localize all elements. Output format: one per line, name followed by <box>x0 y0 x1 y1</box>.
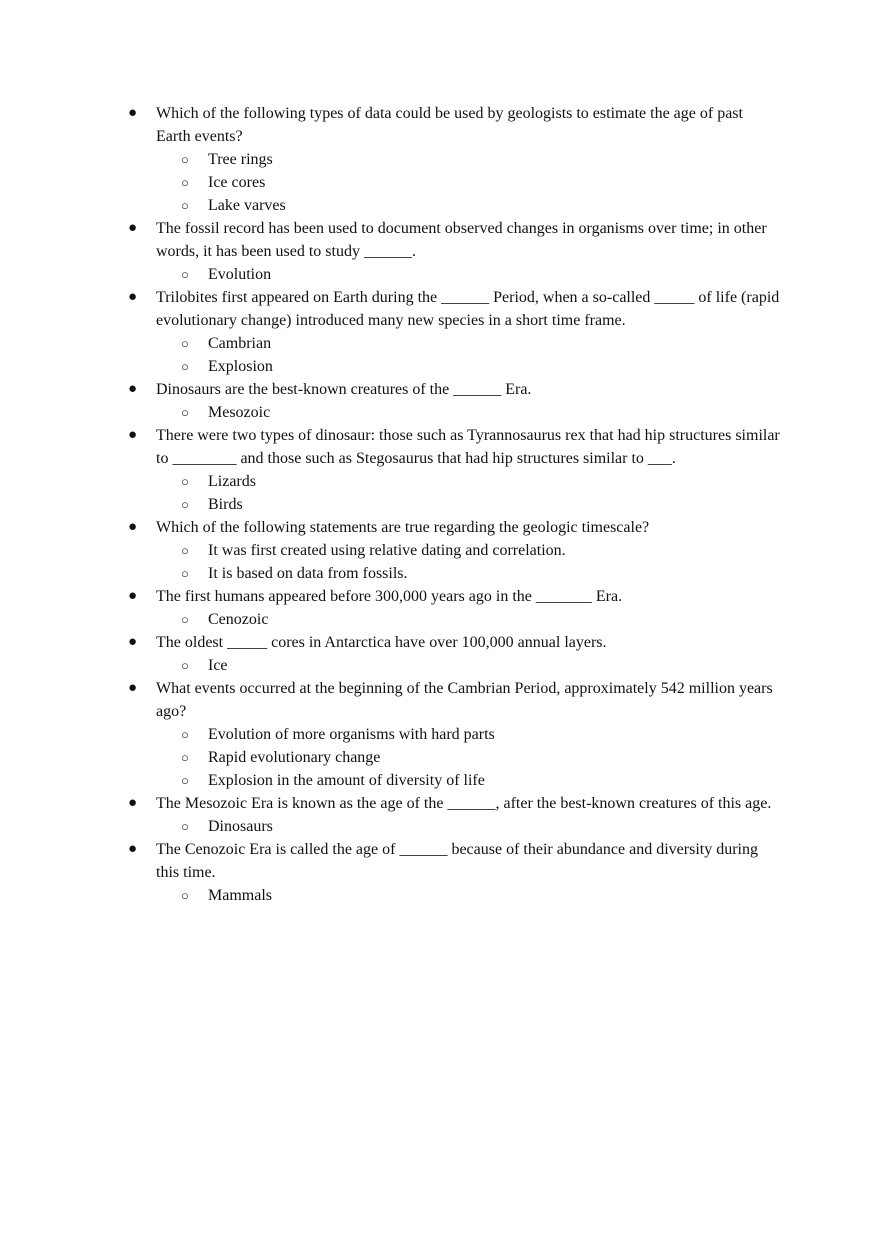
question-text: What events occurred at the beginning of the Cambrian Period, approximately 542 million years ago? <box>156 680 773 720</box>
question-text: Which of the following types of data could be used by geologists to estimate the age of past Earth events? <box>156 105 743 145</box>
question-text: The fossil record has been used to document observed changes in organisms over time; in other words, it has been used to study ______. <box>156 220 767 260</box>
question-item <box>0 516 880 585</box>
sub-bullet-icon: ○ <box>181 773 189 788</box>
bullet-icon: ● <box>128 795 138 811</box>
answer-list <box>0 263 880 286</box>
answer-text: Mesozoic <box>208 404 271 421</box>
question-text: There were two types of dinosaur: those such as Tyrannosaurus rex that had hip structures similar to ________ and those such as Stegosaurus that had hip structures similar to ___. <box>156 427 780 467</box>
bullet-icon: ● <box>128 427 138 443</box>
answer-text: Tree rings <box>208 151 273 168</box>
bullet-icon: ● <box>128 519 138 535</box>
answer-item <box>0 148 880 171</box>
answer-text: Explosion in the amount of diversity of life <box>208 772 485 789</box>
sub-bullet-icon: ○ <box>181 727 189 742</box>
answer-item <box>0 355 880 378</box>
question-item <box>0 631 880 677</box>
sub-bullet-icon: ○ <box>181 543 189 558</box>
answer-item <box>0 493 880 516</box>
question-text: Dinosaurs are the best-known creatures of the ______ Era. <box>156 381 532 398</box>
answer-item <box>0 884 880 907</box>
question-text: The first humans appeared before 300,000 years ago in the _______ Era. <box>156 588 623 605</box>
answer-text: Evolution <box>208 266 272 283</box>
answer-list <box>0 332 880 378</box>
sub-bullet-icon: ○ <box>181 474 189 489</box>
question-text: The Cenozoic Era is called the age of ______ because of their abundance and diversity during this time. <box>156 841 758 881</box>
sub-bullet-icon: ○ <box>181 152 189 167</box>
answer-item <box>0 608 880 631</box>
question-item <box>0 102 880 217</box>
answer-item <box>0 539 880 562</box>
bullet-icon: ● <box>128 680 138 696</box>
sub-bullet-icon: ○ <box>181 405 189 420</box>
bullet-icon: ● <box>128 381 138 397</box>
answer-list <box>0 654 880 677</box>
bullet-icon: ● <box>128 634 138 650</box>
question-item <box>0 585 880 631</box>
question-item <box>0 792 880 838</box>
answer-list <box>0 884 880 907</box>
answer-item <box>0 332 880 355</box>
answer-list <box>0 815 880 838</box>
answer-text: Rapid evolutionary change <box>208 749 381 766</box>
sub-bullet-icon: ○ <box>181 359 189 374</box>
question-item <box>0 378 880 424</box>
question-text: Trilobites first appeared on Earth during the ______ Period, when a so-called _____ of life (rapid evolutionary change) introduced many new species in a short time frame. <box>156 289 780 329</box>
sub-bullet-icon: ○ <box>181 566 189 581</box>
answer-text: It is based on data from fossils. <box>208 565 408 582</box>
answer-list <box>0 608 880 631</box>
bullet-icon: ● <box>128 588 138 604</box>
question-text: Which of the following statements are true regarding the geologic timescale? <box>156 519 650 536</box>
sub-bullet-icon: ○ <box>181 612 189 627</box>
question-item <box>0 677 880 792</box>
answer-text: It was first created using relative dating and correlation. <box>208 542 566 559</box>
sub-bullet-icon: ○ <box>181 819 189 834</box>
answer-text: Evolution of more organisms with hard parts <box>208 726 495 743</box>
answer-item <box>0 746 880 769</box>
sub-bullet-icon: ○ <box>181 658 189 673</box>
bullet-icon: ● <box>128 289 138 305</box>
bullet-icon: ● <box>128 220 138 236</box>
answer-text: Dinosaurs <box>208 818 273 835</box>
answer-text: Cenozoic <box>208 611 269 628</box>
sub-bullet-icon: ○ <box>181 497 189 512</box>
answer-item <box>0 815 880 838</box>
sub-bullet-icon: ○ <box>181 198 189 213</box>
answer-item <box>0 769 880 792</box>
answer-item <box>0 194 880 217</box>
question-item <box>0 838 880 907</box>
answer-text: Mammals <box>208 887 272 904</box>
sub-bullet-icon: ○ <box>181 750 189 765</box>
bullet-icon: ● <box>128 105 138 121</box>
question-item <box>0 217 880 286</box>
answer-item <box>0 562 880 585</box>
sub-bullet-icon: ○ <box>181 175 189 190</box>
answer-text: Ice cores <box>208 174 266 191</box>
question-item <box>0 286 880 378</box>
answer-text: Lizards <box>208 473 256 490</box>
answer-item <box>0 401 880 424</box>
answer-item <box>0 263 880 286</box>
question-list <box>0 102 880 907</box>
bullet-icon: ● <box>128 841 138 857</box>
answer-list <box>0 539 880 585</box>
answer-text: Explosion <box>208 358 273 375</box>
answer-list <box>0 401 880 424</box>
answer-item <box>0 171 880 194</box>
answer-text: Cambrian <box>208 335 272 352</box>
question-text: The oldest _____ cores in Antarctica have over 100,000 annual layers. <box>156 634 607 651</box>
sub-bullet-icon: ○ <box>181 888 189 903</box>
answer-list <box>0 148 880 217</box>
answer-text: Ice <box>208 657 228 674</box>
answer-list <box>0 470 880 516</box>
answer-list <box>0 723 880 792</box>
sub-bullet-icon: ○ <box>181 336 189 351</box>
sub-bullet-icon: ○ <box>181 267 189 282</box>
question-text: The Mesozoic Era is known as the age of the ______, after the best-known creatures of this age. <box>156 795 772 812</box>
answer-item <box>0 654 880 677</box>
answer-item <box>0 723 880 746</box>
answer-item <box>0 470 880 493</box>
answer-text: Birds <box>208 496 243 513</box>
question-item <box>0 424 880 516</box>
answer-text: Lake varves <box>208 197 286 214</box>
